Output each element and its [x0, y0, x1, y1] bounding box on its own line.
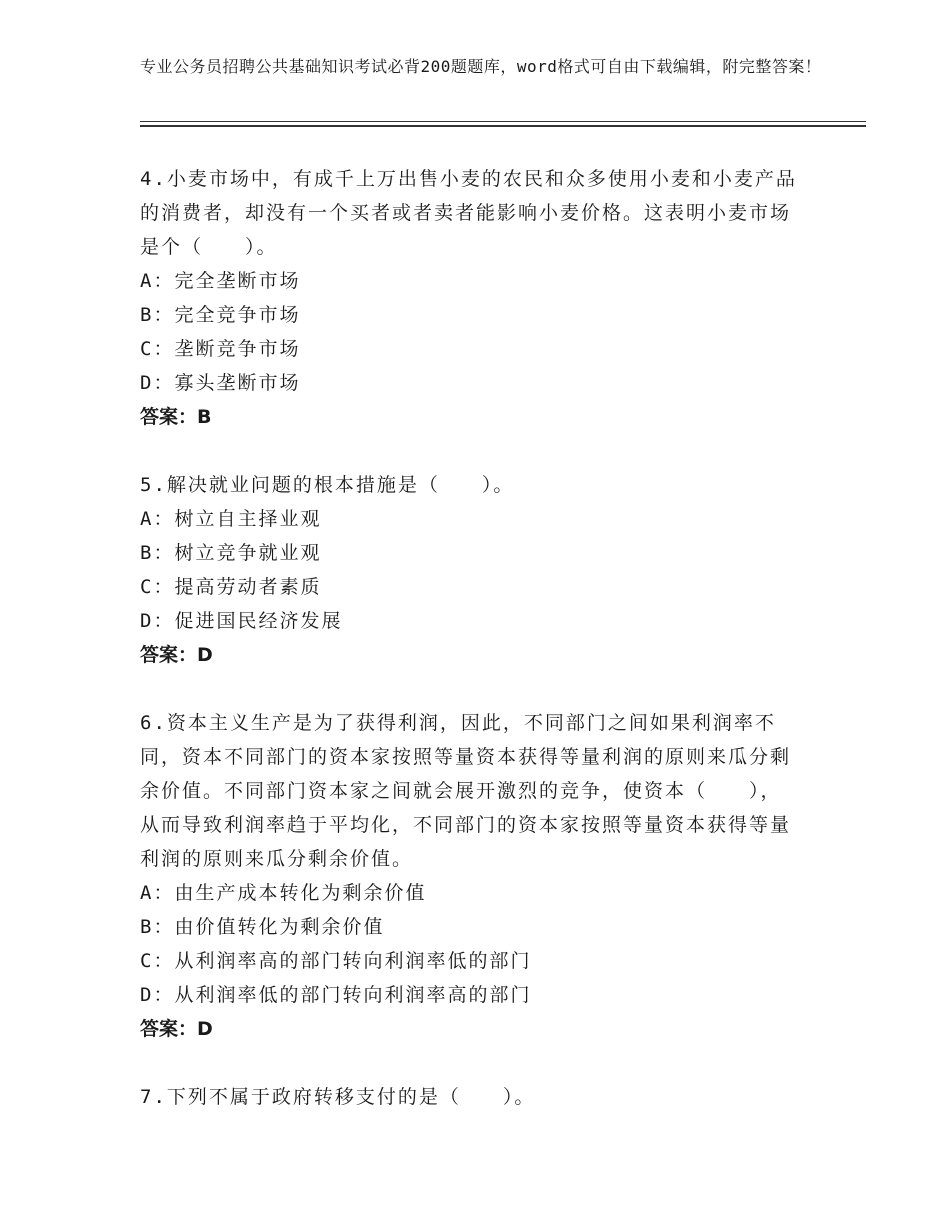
header-divider-thick	[140, 125, 866, 127]
question-stem: 5.解决就业问题的根本措施是（ ）。	[140, 474, 515, 496]
question-7	[140, 1080, 800, 1114]
option-a: A：完全垄断市场	[140, 270, 301, 292]
option-a: A：由生产成本转化为剩余价值	[140, 882, 427, 904]
option-c: C：提高劳动者素质	[140, 576, 322, 598]
header-divider-thin	[140, 121, 866, 122]
option-b: B：由价值转化为剩余价值	[140, 916, 385, 938]
option-d: D：寡头垄断市场	[140, 372, 301, 394]
question-4	[140, 162, 800, 434]
document-header	[140, 56, 870, 78]
header-text: 专业公务员招聘公共基础知识考试必背200题题库，word格式可自由下载编辑，附完整答案！	[140, 57, 822, 76]
question-stem: 4.小麦市场中，有成千上万出售小麦的农民和众多使用小麦和小麦产品的消费者，却没有一个买者或者卖者能影响小麦价格。这表明小麦市场是个（ ）。	[140, 168, 797, 258]
answer-line: 答案：D	[140, 644, 213, 666]
question-5	[140, 468, 800, 672]
answer-line: 答案：B	[140, 406, 212, 428]
question-6	[140, 706, 800, 1046]
option-c: C：从利润率高的部门转向利润率低的部门	[140, 950, 532, 972]
question-list	[140, 162, 800, 1148]
option-b: B：树立竞争就业观	[140, 542, 322, 564]
option-d: D：从利润率低的部门转向利润率高的部门	[140, 984, 532, 1006]
question-stem: 6.资本主义生产是为了获得利润，因此，不同部门之间如果利润率不同，资本不同部门的资本家按照等量资本获得等量利润的原则来瓜分剩余价值。不同部门资本家之间就会展开激烈的竞争，使资本（ ），从而导致利润率趋于平均化，不同部门的资本家按照等量资本获得等量利润的原则来瓜分剩余价值。	[140, 712, 792, 870]
question-stem: 7.下列不属于政府转移支付的是（ ）。	[140, 1086, 536, 1108]
option-a: A：树立自主择业观	[140, 508, 322, 530]
answer-line: 答案：D	[140, 1018, 213, 1040]
option-c: C：垄断竞争市场	[140, 338, 301, 360]
option-b: B：完全竞争市场	[140, 304, 301, 326]
option-d: D：促进国民经济发展	[140, 610, 343, 632]
